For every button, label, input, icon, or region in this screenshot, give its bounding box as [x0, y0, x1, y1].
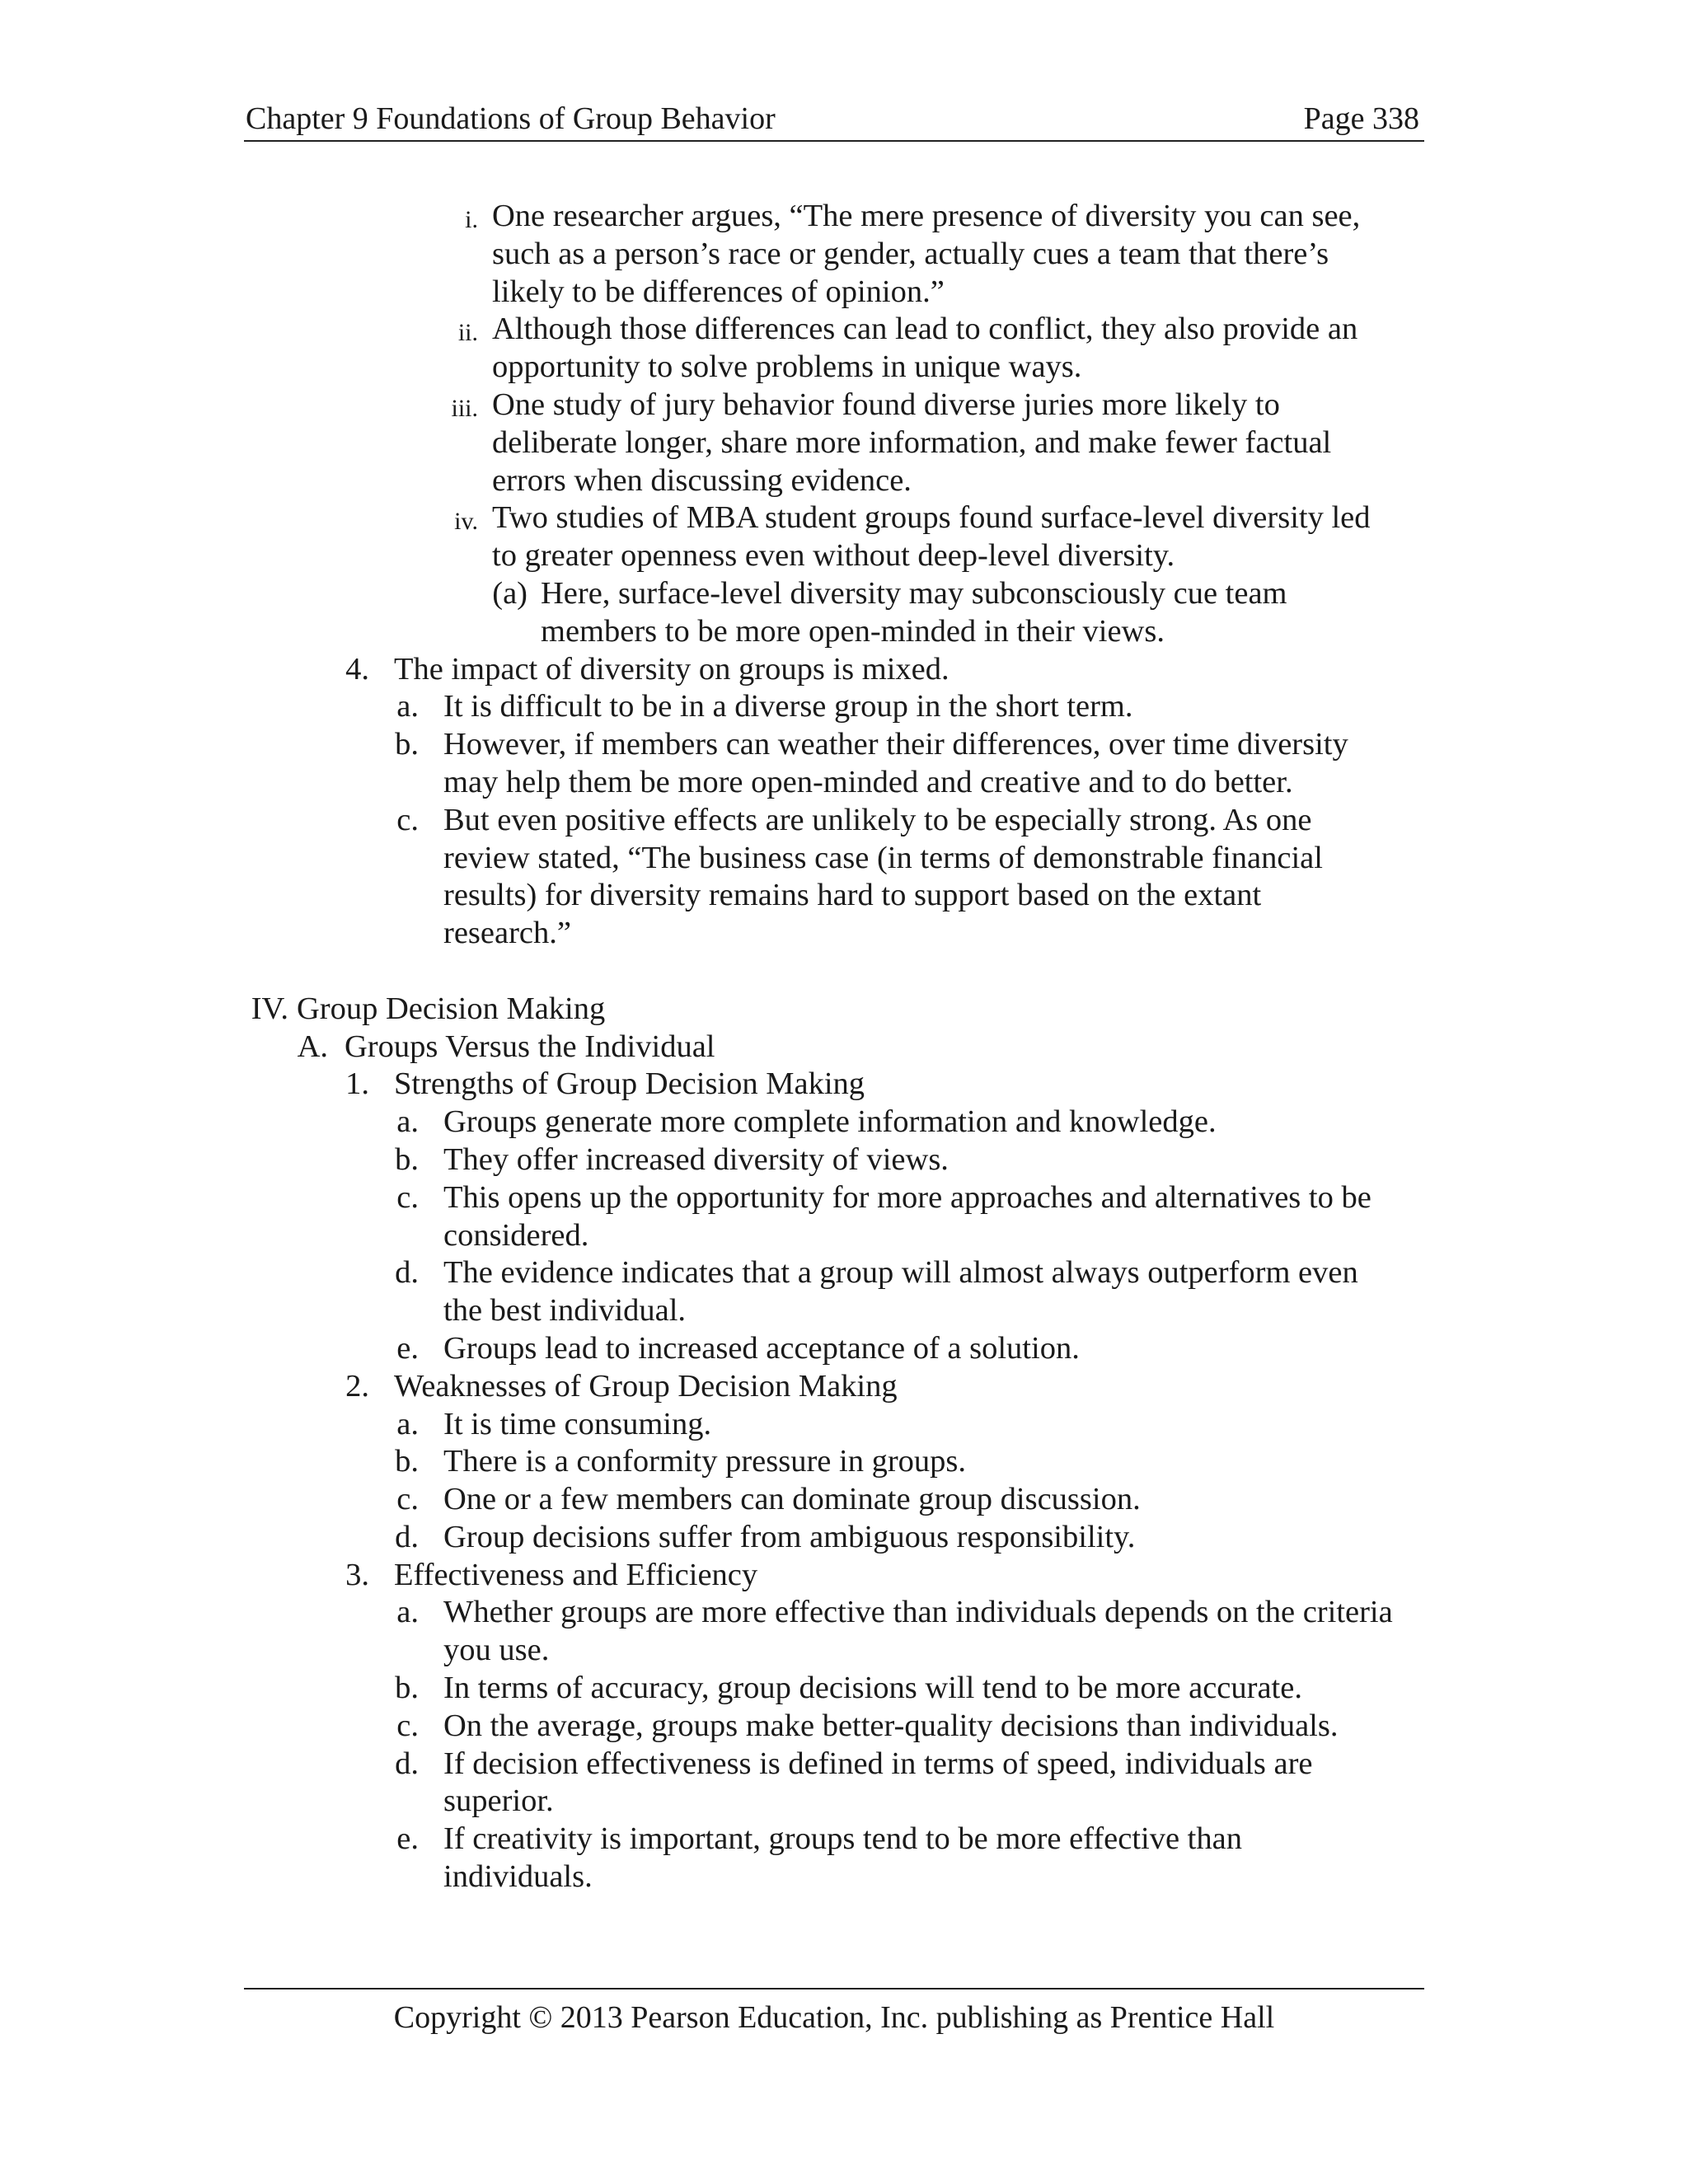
- outline-line: [0, 1519, 1688, 1557]
- list-marker: c.: [396, 1482, 419, 1517]
- outline-line: [0, 1670, 1688, 1708]
- outline-line: [0, 1783, 1688, 1821]
- outline-line: [0, 1179, 1688, 1217]
- outline-line: [0, 764, 1688, 802]
- outline-line: [0, 915, 1688, 953]
- outline-text: If creativity is important, groups tend to be more effective than: [443, 1821, 1242, 1857]
- outline-line: [0, 424, 1688, 462]
- outline-text: opportunity to solve problems in unique ways.: [492, 349, 1082, 385]
- list-marker: d.: [395, 1255, 419, 1291]
- list-marker: a.: [396, 1595, 419, 1630]
- outline-text: But even positive effects are unlikely to be especially strong. As one: [443, 802, 1312, 837]
- outline-text: One or a few members can dominate group discussion.: [443, 1482, 1141, 1517]
- outline-text: results) for diversity remains hard to support based on the extant: [443, 878, 1262, 913]
- outline-line: [0, 1708, 1688, 1746]
- outline-text: Whether groups are more effective than individuals depends on the criteria: [443, 1595, 1393, 1630]
- list-marker: b.: [395, 1141, 419, 1177]
- outline-line: [0, 311, 1688, 349]
- list-marker: b.: [395, 1671, 419, 1706]
- outline-text: Although those differences can lead to conflict, they also provide an: [492, 312, 1358, 347]
- outline-line: [0, 1858, 1688, 1896]
- outline-line: [0, 1330, 1688, 1368]
- list-marker: b.: [395, 1444, 419, 1479]
- list-marker: ii.: [457, 319, 478, 347]
- list-marker: e.: [396, 1821, 419, 1857]
- list-marker: iii.: [451, 394, 478, 422]
- outline-text: If decision effectiveness is defined in terms of speed, individuals are: [443, 1746, 1313, 1781]
- outline-text: It is difficult to be in a diverse group in the short term.: [443, 689, 1133, 724]
- outline-text: One study of jury behavior found diverse juries more likely to: [492, 387, 1280, 422]
- list-marker: i.: [465, 206, 478, 233]
- list-marker: a.: [396, 1406, 419, 1441]
- outline-text: Here, surface-level diversity may subconsciously cue team: [541, 575, 1287, 611]
- list-marker: (a): [492, 575, 528, 611]
- outline-text: Strengths of Group Decision Making: [394, 1066, 865, 1102]
- outline-line: [0, 1254, 1688, 1292]
- outline-line: [0, 1746, 1688, 1783]
- outline-line: [0, 1594, 1688, 1632]
- outline-text: On the average, groups make better-quality decisions than individuals.: [443, 1708, 1339, 1743]
- outline-line: [0, 1557, 1688, 1595]
- outline-text: may help them be more open-minded and creative and to do better.: [443, 764, 1293, 799]
- outline-line: [0, 802, 1688, 840]
- outline-line: [0, 1141, 1688, 1179]
- outline-text: One researcher argues, “The mere presence of diversity you can see,: [492, 199, 1361, 233]
- outline-line: [0, 651, 1688, 689]
- outline-line: [0, 1104, 1688, 1141]
- outline-text: the best individual.: [443, 1293, 687, 1329]
- outline-text: members to be more open-minded in their views.: [541, 613, 1165, 649]
- page-header: [244, 97, 1424, 142]
- outline-text: you use.: [443, 1633, 550, 1668]
- outline-text: There is a conformity pressure in groups.: [443, 1444, 967, 1479]
- outline-text: superior.: [443, 1783, 554, 1819]
- list-marker: b.: [395, 727, 419, 762]
- outline-text: Groups Versus the Individual: [345, 1029, 715, 1064]
- outline-text: Effectiveness and Efficiency: [394, 1557, 758, 1592]
- outline-line: [0, 1443, 1688, 1481]
- list-marker: IV.: [251, 991, 288, 1026]
- outline-text: Weaknesses of Group Decision Making: [394, 1368, 898, 1404]
- outline-line: [0, 991, 1688, 1029]
- outline-line: [0, 236, 1688, 274]
- outline-text: review stated, “The business case (in terms of demonstrable financial: [443, 840, 1323, 875]
- outline-line: [0, 1292, 1688, 1330]
- copyright-notice: Copyright © 2013 Pearson Education, Inc. publishing as Prentice Hall: [393, 2000, 1275, 2035]
- outline-text: deliberate longer, share more information, and make fewer factual: [492, 424, 1332, 460]
- outline-text: The impact of diversity on groups is mixed.: [394, 651, 950, 687]
- outline-line: [0, 1066, 1688, 1104]
- outline-text: Two studies of MBA student groups found surface-level diversity led: [492, 500, 1371, 536]
- outline-body: [0, 198, 1688, 1896]
- page-footer: [244, 1988, 1424, 2036]
- outline-line: [0, 1632, 1688, 1670]
- outline-text: considered.: [443, 1217, 589, 1253]
- outline-text: errors when discussing evidence.: [492, 462, 912, 498]
- outline-line: [0, 726, 1688, 764]
- list-marker: 2.: [345, 1368, 369, 1404]
- list-marker: 4.: [345, 651, 369, 687]
- outline-line: [0, 575, 1688, 613]
- outline-line: [0, 537, 1688, 575]
- list-marker: a.: [396, 1104, 419, 1140]
- outline-text: The evidence indicates that a group will almost always outperform even: [443, 1255, 1358, 1291]
- outline-text: Groups generate more complete information and knowledge.: [443, 1104, 1217, 1140]
- outline-line: [0, 1029, 1688, 1066]
- outline-text: This opens up the opportunity for more approaches and alternatives to be: [443, 1179, 1372, 1215]
- outline-text: It is time consuming.: [443, 1406, 712, 1441]
- outline-text: They offer increased diversity of views.: [443, 1141, 949, 1177]
- chapter-title: Chapter 9 Foundations of Group Behavior: [246, 101, 776, 136]
- outline-text: individuals.: [443, 1859, 593, 1895]
- list-marker: 3.: [345, 1557, 369, 1592]
- list-marker: iv.: [454, 508, 478, 536]
- outline-line: [0, 613, 1688, 651]
- outline-text: Group Decision Making: [297, 991, 606, 1026]
- outline-line: [0, 1368, 1688, 1406]
- outline-line: [0, 840, 1688, 878]
- outline-text: to greater openness even without deep-level diversity.: [492, 538, 1175, 574]
- outline-line: [0, 499, 1688, 537]
- list-marker: c.: [396, 802, 419, 837]
- list-marker: d.: [395, 1519, 419, 1554]
- outline-text: likely to be differences of opinion.”: [492, 274, 945, 309]
- outline-line: [0, 274, 1688, 312]
- list-marker: d.: [395, 1746, 419, 1781]
- list-marker: a.: [396, 689, 419, 724]
- outline-line: [0, 1406, 1688, 1444]
- blank-line: [0, 953, 1688, 991]
- list-marker: e.: [396, 1330, 419, 1366]
- outline-text: However, if members can weather their differences, over time diversity: [443, 727, 1348, 762]
- outline-line: [0, 1821, 1688, 1858]
- outline-line: [0, 1481, 1688, 1519]
- outline-text: In terms of accuracy, group decisions will tend to be more accurate.: [443, 1671, 1302, 1706]
- list-marker: 1.: [345, 1066, 369, 1102]
- outline-text: Groups lead to increased acceptance of a solution.: [443, 1330, 1080, 1366]
- outline-line: [0, 349, 1688, 387]
- outline-line: [0, 387, 1688, 424]
- outline-line: [0, 462, 1688, 500]
- list-marker: A.: [297, 1029, 328, 1064]
- outline-text: such as a person’s race or gender, actually cues a team that there’s: [492, 236, 1329, 271]
- outline-line: [0, 688, 1688, 726]
- page-number: Page 338: [1303, 101, 1419, 136]
- list-marker: c.: [396, 1708, 419, 1743]
- outline-line: [0, 198, 1688, 236]
- outline-line: [0, 1217, 1688, 1255]
- list-marker: c.: [396, 1179, 419, 1215]
- outline-line: [0, 877, 1688, 915]
- outline-text: Group decisions suffer from ambiguous responsibility.: [443, 1519, 1136, 1554]
- outline-text: research.”: [443, 916, 571, 951]
